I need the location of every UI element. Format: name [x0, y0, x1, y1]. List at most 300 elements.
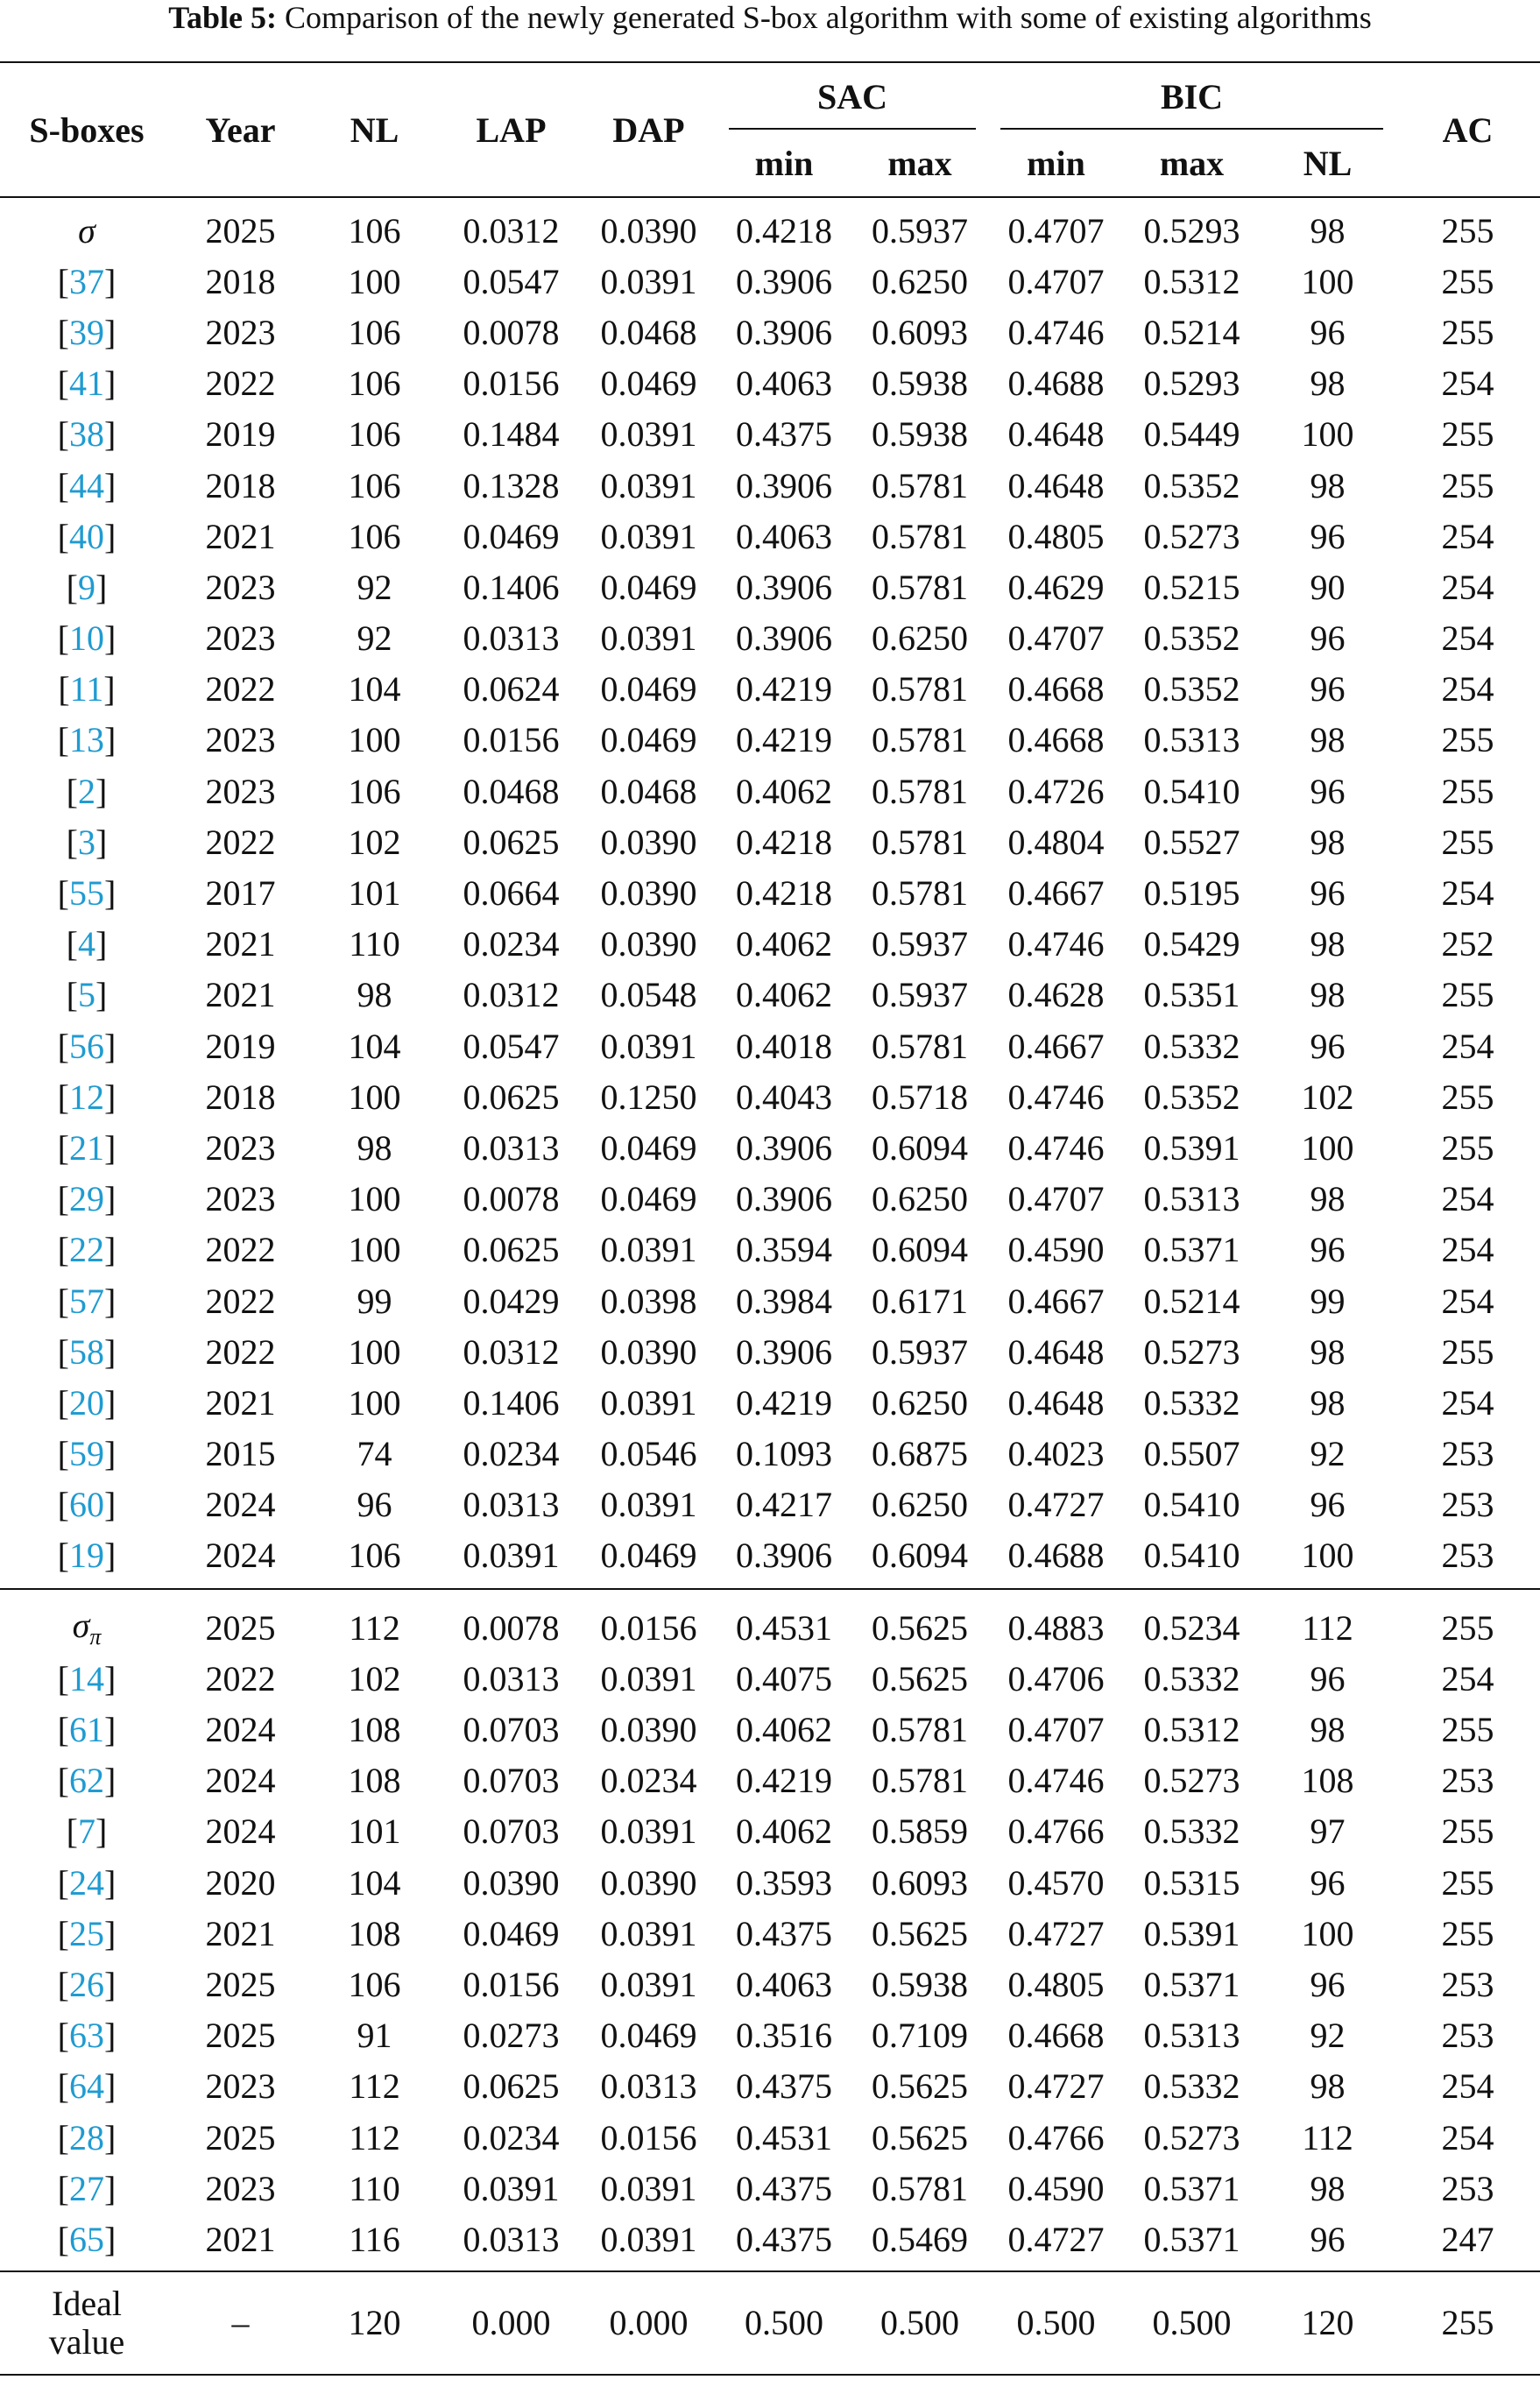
cell-dap: 0.0548: [600, 975, 697, 1015]
cell-year: 2021: [205, 1913, 276, 1953]
cell-sac-max: 0.5781: [872, 1026, 968, 1066]
cell-bic-min: 0.4707: [1007, 210, 1105, 251]
reference-link[interactable]: 62: [69, 1761, 104, 1801]
cell-lap: 0.0313: [463, 1658, 560, 1698]
reference-link[interactable]: 57: [69, 1281, 104, 1321]
cell-bic-min: 0.4668: [1007, 720, 1105, 760]
reference-link[interactable]: 59: [69, 1434, 104, 1474]
cell-ac: 254: [1441, 364, 1494, 404]
cell-nl: 108: [348, 1710, 401, 1750]
sbox-label[interactable]: [37]: [57, 261, 117, 301]
header-lap: LAP: [442, 62, 581, 197]
cell-ac: 253: [1441, 1434, 1494, 1474]
cell-bic-nl: 112: [1260, 1589, 1395, 1653]
cell-bic-nl: 98: [1310, 1710, 1346, 1750]
cell-ac: 255: [1441, 1811, 1494, 1852]
cell-bic-nl: 100: [1301, 414, 1354, 455]
cell-nl: 106: [348, 210, 401, 251]
cell-bic-max: 0.5273: [1143, 1331, 1240, 1372]
reference-link[interactable]: 25: [69, 1913, 104, 1953]
cell-bic-min: 0.4648: [1007, 414, 1105, 455]
cell-year: 2023: [205, 720, 276, 760]
cell-nl: 101: [348, 1811, 401, 1852]
cell-sac-max: 0.7109: [872, 2016, 968, 2056]
cell-bic-min: 0.4707: [1007, 1179, 1105, 1219]
cell-sac-max: 0.5781: [872, 1761, 968, 1801]
sbox-label[interactable]: [55]: [57, 873, 117, 914]
table-row: [0, 511, 1540, 561]
cell-bic-max: 0.5410: [1143, 1536, 1240, 1576]
cell-nl: 98: [357, 975, 392, 1015]
cell-bic-nl: 100: [1301, 1127, 1354, 1168]
cell-bic-max: 0.5313: [1143, 2016, 1240, 2056]
sbox-label[interactable]: [21]: [57, 1127, 117, 1168]
cell-lap: 0.0313: [463, 1485, 560, 1525]
cell-sac-min: 0.4375: [736, 2168, 832, 2208]
reference-link[interactable]: 5: [78, 975, 95, 1015]
cell-sac-max: 0.6094: [872, 1536, 968, 1576]
cell-bic-min: 0.4766: [1007, 1811, 1105, 1852]
cell-bic-nl: 112: [1302, 2117, 1353, 2157]
table-row: [0, 2112, 1540, 2163]
cell-bic-min: 0.4746: [1007, 1761, 1105, 1801]
cell-nl: 91: [357, 2016, 392, 2056]
ideal-row: [0, 2271, 1540, 2375]
table-row: [0, 2163, 1540, 2214]
cell-ac: 252: [1441, 924, 1494, 964]
cell-sac-max: 0.6171: [872, 1281, 968, 1321]
sbox-label[interactable]: [58]: [57, 1331, 117, 1372]
cell-lap: 0.0313: [463, 2219, 560, 2259]
cell-bic-min: 0.4707: [1007, 261, 1105, 301]
table-row: [0, 816, 1540, 867]
reference-link[interactable]: 3: [78, 822, 95, 862]
sbox-label[interactable]: [63]: [57, 2016, 117, 2056]
cell-lap: 0.0625: [463, 822, 560, 862]
cell-bic-min: 0.4804: [1007, 822, 1105, 862]
cell-bic-max: 0.5214: [1143, 312, 1240, 352]
table-row: [0, 358, 1540, 409]
sbox-label[interactable]: [9]: [66, 567, 108, 607]
reference-link[interactable]: 44: [69, 465, 104, 505]
cell-nl: 106: [348, 414, 401, 455]
cell-dap: 0.0234: [600, 1761, 697, 1801]
cell-lap: 0.0234: [463, 2117, 560, 2157]
sbox-label[interactable]: [26]: [57, 1964, 117, 2004]
reference-link[interactable]: 21: [69, 1127, 104, 1168]
reference-link[interactable]: 27: [69, 2168, 104, 2208]
cell-dap: 0.0469: [600, 669, 697, 710]
cell-bic-max: 0.5293: [1143, 210, 1240, 251]
sbox-label[interactable]: [59]: [57, 1434, 117, 1474]
ideal-dap: 0.000: [581, 2271, 717, 2375]
cell-nl: 106: [348, 516, 401, 556]
ideal-bic-max: 0.500: [1124, 2271, 1260, 2375]
reference-link[interactable]: 40: [69, 516, 104, 556]
sbox-label[interactable]: [65]: [57, 2219, 117, 2259]
sbox-label: [0, 197, 173, 256]
cell-lap: 0.0234: [463, 924, 560, 964]
cell-bic-max: 0.5391: [1143, 1913, 1240, 1953]
section-sigma: [0, 197, 1540, 1589]
cell-sac-min: 0.3984: [736, 1281, 832, 1321]
sbox-label[interactable]: [11]: [58, 669, 116, 710]
cell-sac-max: 0.5781: [872, 822, 968, 862]
cell-lap: 0.0156: [463, 364, 560, 404]
sbox-label[interactable]: [38]: [57, 414, 117, 455]
cell-lap: 0.0625: [463, 1230, 560, 1270]
cell-bic-min: 0.4668: [1007, 669, 1105, 710]
cell-bic-min: 0.4707: [1007, 618, 1105, 659]
reference-link[interactable]: 12: [69, 1077, 104, 1117]
cell-bic-max: 0.5352: [1143, 618, 1240, 659]
cell-ac: 253: [1441, 1485, 1494, 1525]
cell-dap: 0.0391: [600, 1811, 697, 1852]
reference-link[interactable]: 56: [69, 1026, 104, 1066]
reference-link[interactable]: 9: [78, 567, 95, 607]
cell-bic-nl: 98: [1310, 720, 1346, 760]
table-row: [0, 1908, 1540, 1959]
cell-bic-min: 0.4667: [1007, 1281, 1105, 1321]
sbox-label[interactable]: [44]: [57, 465, 117, 505]
sbox-label[interactable]: [56]: [57, 1026, 117, 1066]
cell-sac-max: 0.6250: [872, 1485, 968, 1525]
header-ac: AC: [1395, 62, 1540, 197]
cell-sac-max: 0.5781: [872, 1710, 968, 1750]
cell-sac-min: 0.3906: [736, 1179, 832, 1219]
table-row: [0, 1429, 1540, 1479]
cell-sac-min: 0.3906: [736, 312, 832, 352]
cell-lap: 0.0624: [463, 669, 560, 710]
cell-sac-min: 0.4217: [736, 1485, 832, 1525]
cell-sac-min: 0.3516: [736, 2016, 832, 2056]
cell-year: 2018: [205, 261, 276, 301]
sbox-label[interactable]: [19]: [57, 1536, 117, 1576]
sbox-label[interactable]: [3]: [66, 822, 108, 862]
cell-ac: 255: [1441, 1331, 1494, 1372]
cell-bic-min: 0.4766: [1007, 2117, 1105, 2157]
sbox-label[interactable]: [22]: [57, 1230, 117, 1270]
cell-year: 2022: [205, 669, 276, 710]
cell-nl: 106: [348, 1964, 401, 2004]
cell-sac-max: 0.5781: [872, 567, 968, 607]
cell-dap: 0.0313: [600, 2066, 697, 2107]
cell-nl: 98: [357, 1127, 392, 1168]
cell-bic-nl: 97: [1310, 1811, 1346, 1852]
cell-nl: 110: [349, 924, 400, 964]
cell-year: 2023: [205, 1179, 276, 1219]
sbox-label[interactable]: [12]: [57, 1077, 117, 1117]
cell-sac-min: 0.4531: [717, 1589, 851, 1653]
sbox-label[interactable]: [57]: [57, 1281, 117, 1321]
reference-link[interactable]: 60: [69, 1485, 104, 1525]
reference-link[interactable]: 11: [69, 669, 104, 710]
table-row: [0, 1225, 1540, 1275]
cell-nl: 106: [348, 364, 401, 404]
cell-dap: 0.0391: [600, 1658, 697, 1698]
cell-nl: 104: [348, 669, 401, 710]
sbox-label[interactable]: [25]: [57, 1913, 117, 1953]
sbox-label[interactable]: [28]: [57, 2117, 117, 2157]
cell-sac-max: 0.5937: [872, 1331, 968, 1372]
cell-bic-min: 0.4707: [1007, 1710, 1105, 1750]
table-row: [0, 1020, 1540, 1071]
cell-year: 2018: [205, 1077, 276, 1117]
cell-sac-min: 0.4375: [736, 2066, 832, 2107]
reference-link[interactable]: 41: [69, 364, 104, 404]
cell-lap: 0.0078: [442, 1589, 581, 1653]
cell-year: 2021: [205, 924, 276, 964]
table-row: [0, 1857, 1540, 1908]
cell-ac: 253: [1441, 2016, 1494, 2056]
cell-ac: 254: [1441, 1382, 1494, 1423]
cell-year: 2015: [205, 1434, 276, 1474]
reference-link[interactable]: 7: [78, 1811, 95, 1852]
cell-lap: 0.0078: [463, 312, 560, 352]
cell-lap: 0.0703: [463, 1761, 560, 1801]
cell-bic-min: 0.4726: [1007, 771, 1105, 811]
cell-sac-min: 0.4018: [736, 1026, 832, 1066]
cell-dap: 0.0391: [600, 2168, 697, 2208]
cell-bic-max: 0.5273: [1143, 2117, 1240, 2157]
cell-sac-max: 0.6875: [872, 1434, 968, 1474]
reference-link[interactable]: 22: [69, 1230, 104, 1270]
cell-ac: 253: [1441, 1536, 1494, 1576]
cell-sac-min: 0.4219: [736, 669, 832, 710]
cell-lap: 0.0703: [463, 1811, 560, 1852]
cell-bic-max: 0.5293: [1143, 364, 1240, 404]
cell-sac-max: 0.6250: [872, 261, 968, 301]
cell-year: 2021: [205, 975, 276, 1015]
cell-bic-max: 0.5313: [1143, 720, 1240, 760]
header-bic-max: max: [1159, 143, 1225, 183]
ideal-ac: 255: [1395, 2271, 1540, 2375]
sbox-label[interactable]: [61]: [57, 1710, 117, 1750]
cell-bic-nl: 96: [1310, 516, 1346, 556]
cell-sac-max: 0.5781: [872, 2168, 968, 2208]
cell-bic-max: 0.5507: [1143, 1434, 1240, 1474]
cell-dap: 0.0391: [600, 516, 697, 556]
reference-link[interactable]: 19: [69, 1536, 104, 1576]
table-row: [0, 2061, 1540, 2112]
table-row: [0, 867, 1540, 918]
cell-sac-max: 0.6250: [872, 618, 968, 659]
cell-bic-min: 0.4746: [1007, 924, 1105, 964]
cell-sac-min: 0.4375: [736, 2219, 832, 2259]
cell-sac-min: 0.4375: [736, 1913, 832, 1953]
reference-link[interactable]: 58: [69, 1331, 104, 1372]
table-row: [0, 1704, 1540, 1755]
sbox-label[interactable]: [39]: [57, 312, 117, 352]
ideal-sac-min: 0.500: [717, 2271, 851, 2375]
cell-year: 2020: [205, 1862, 276, 1903]
cell-bic-max: 0.5371: [1143, 2219, 1240, 2259]
table-row: [0, 2214, 1540, 2270]
cell-dap: 0.0156: [600, 2117, 697, 2157]
cell-year: 2025: [205, 2016, 276, 2056]
cell-bic-max: 0.5273: [1143, 1761, 1240, 1801]
cell-lap: 0.0664: [463, 873, 560, 914]
cell-bic-nl: 98: [1310, 924, 1346, 964]
cell-bic-max: 0.5313: [1143, 1179, 1240, 1219]
sbox-label[interactable]: [64]: [57, 2066, 117, 2107]
cell-bic-max: 0.5312: [1143, 261, 1240, 301]
cell-bic-max: 0.5371: [1143, 1964, 1240, 2004]
table-row: [0, 197, 1540, 256]
sbox-label[interactable]: [41]: [57, 364, 117, 404]
reference-link[interactable]: 39: [69, 312, 104, 352]
cell-sac-max: 0.6094: [872, 1230, 968, 1270]
header-sac-max: max: [887, 143, 952, 183]
sbox-label[interactable]: [2]: [66, 771, 108, 811]
ideal-label: Ideal value: [0, 2271, 173, 2375]
cell-year: 2023: [205, 2066, 276, 2107]
cell-sac-max: 0.5718: [872, 1077, 968, 1117]
cell-bic-min: 0.4805: [1007, 1964, 1105, 2004]
cell-year: 2024: [205, 1485, 276, 1525]
cell-sac-min: 0.4218: [736, 210, 832, 251]
cell-sac-max: 0.5625: [872, 2066, 968, 2107]
sbox-label[interactable]: [13]: [57, 720, 117, 760]
cell-bic-nl: 98: [1310, 1331, 1346, 1372]
cell-lap: 0.0469: [463, 516, 560, 556]
cell-bic-max: 0.5371: [1143, 1230, 1240, 1270]
ideal-sac-max: 0.500: [851, 2271, 988, 2375]
cell-nl: 101: [348, 873, 401, 914]
table-row: [0, 307, 1540, 357]
sbox-label[interactable]: [5]: [66, 975, 108, 1015]
cell-nl: 112: [307, 1589, 442, 1653]
cell-dap: 0.0391: [600, 1230, 697, 1270]
table-row: [0, 1806, 1540, 1857]
reference-link[interactable]: 64: [69, 2066, 104, 2107]
reference-link[interactable]: 4: [78, 924, 95, 964]
cell-sac-min: 0.4043: [736, 1077, 832, 1117]
cell-bic-max: 0.5214: [1143, 1281, 1240, 1321]
reference-link[interactable]: 10: [69, 618, 104, 659]
cell-sac-max: 0.5938: [872, 364, 968, 404]
table-row: [0, 1122, 1540, 1173]
reference-link[interactable]: 29: [69, 1179, 104, 1219]
cell-lap: 0.0547: [463, 1026, 560, 1066]
cell-ac: 255: [1441, 1077, 1494, 1117]
cell-sac-max: 0.6250: [872, 1179, 968, 1219]
cell-bic-nl: 96: [1310, 873, 1346, 914]
cell-bic-nl: 98: [1310, 1382, 1346, 1423]
reference-link[interactable]: 26: [69, 1964, 104, 2004]
reference-link[interactable]: 63: [69, 2016, 104, 2056]
reference-link[interactable]: 38: [69, 414, 104, 455]
cell-bic-min: 0.4668: [1007, 2016, 1105, 2056]
cell-bic-min: 0.4667: [1007, 1026, 1105, 1066]
cell-sac-min: 0.3906: [736, 465, 832, 505]
sbox-label[interactable]: [7]: [66, 1811, 108, 1852]
cell-lap: 0.0547: [463, 261, 560, 301]
cell-ac: 255: [1441, 465, 1494, 505]
table-header: [0, 62, 1540, 197]
sbox-label[interactable]: [60]: [57, 1485, 117, 1525]
cell-ac: 253: [1441, 1761, 1494, 1801]
cell-sac-min: 0.4375: [736, 414, 832, 455]
reference-link[interactable]: 55: [69, 873, 104, 914]
cell-dap: 0.0391: [600, 414, 697, 455]
cell-sac-max: 0.6093: [872, 1862, 968, 1903]
reference-link[interactable]: 61: [69, 1710, 104, 1750]
cell-nl: 100: [348, 720, 401, 760]
cell-year: 2021: [205, 1382, 276, 1423]
cell-dap: 0.0156: [581, 1589, 717, 1653]
cell-ac: 255: [1441, 414, 1494, 455]
cell-ac: 255: [1441, 1862, 1494, 1903]
cell-bic-nl: 96: [1310, 1658, 1346, 1698]
sbox-label[interactable]: [10]: [57, 618, 117, 659]
cell-lap: 0.0273: [463, 2016, 560, 2056]
reference-link[interactable]: 2: [78, 771, 95, 811]
cell-nl: 104: [348, 1026, 401, 1066]
table-row: [0, 1653, 1540, 1704]
cell-bic-max: 0.5527: [1143, 822, 1240, 862]
cell-bic-max: 0.5312: [1143, 1710, 1240, 1750]
reference-link[interactable]: 13: [69, 720, 104, 760]
reference-link[interactable]: 65: [69, 2219, 104, 2259]
cell-bic-min: 0.4727: [1007, 1913, 1105, 1953]
sbox-subscript: π: [89, 1624, 102, 1650]
cell-bic-max: 0.5332: [1143, 1382, 1240, 1423]
sbox-label[interactable]: [29]: [57, 1179, 117, 1219]
header-dap: DAP: [581, 62, 717, 197]
cell-dap: 0.0391: [600, 1026, 697, 1066]
cell-sac-min: 0.4063: [736, 364, 832, 404]
caption-text: Comparison of the newly generated S-box algorithm with some of existing algorithms: [284, 0, 1372, 35]
sbox-label[interactable]: [62]: [57, 1761, 117, 1801]
cell-nl: 106: [348, 465, 401, 505]
reference-link[interactable]: 37: [69, 261, 104, 301]
cell-nl: 106: [348, 771, 401, 811]
table-row: [0, 1377, 1540, 1428]
cell-bic-nl: 98: [1310, 975, 1346, 1015]
cell-sac-min: 0.4218: [736, 873, 832, 914]
cell-ac: 253: [1441, 2168, 1494, 2208]
reference-link[interactable]: 14: [69, 1658, 104, 1698]
sbox-label[interactable]: [40]: [57, 516, 117, 556]
cell-bic-min: 0.4648: [1007, 465, 1105, 505]
table-row: [0, 256, 1540, 307]
sbox-label[interactable]: [14]: [57, 1658, 117, 1698]
cell-ac: 255: [1395, 1589, 1540, 1653]
cell-bic-nl: 96: [1310, 1485, 1346, 1525]
cell-ac: 254: [1441, 1281, 1494, 1321]
cell-sac-min: 0.3906: [736, 1331, 832, 1372]
sbox-label[interactable]: [27]: [57, 2168, 117, 2208]
reference-link[interactable]: 28: [69, 2117, 104, 2157]
reference-link[interactable]: 24: [69, 1862, 104, 1903]
table-row: [0, 1755, 1540, 1806]
cell-lap: 0.0156: [463, 1964, 560, 2004]
cell-lap: 0.0469: [463, 1913, 560, 1953]
sbox-label[interactable]: [4]: [66, 924, 108, 964]
reference-link[interactable]: 20: [69, 1382, 104, 1423]
sbox-label[interactable]: [24]: [57, 1862, 117, 1903]
cell-lap: 0.0625: [463, 2066, 560, 2107]
cell-ac: 255: [1441, 771, 1494, 811]
sbox-label[interactable]: [20]: [57, 1382, 117, 1423]
table-row: [0, 1530, 1540, 1589]
cell-nl: 92: [357, 618, 392, 659]
cell-dap: 0.0391: [600, 1485, 697, 1525]
cell-sac-min: 0.4219: [736, 720, 832, 760]
cell-sac-min: 0.4063: [736, 1964, 832, 2004]
table-caption: [0, 0, 1540, 39]
